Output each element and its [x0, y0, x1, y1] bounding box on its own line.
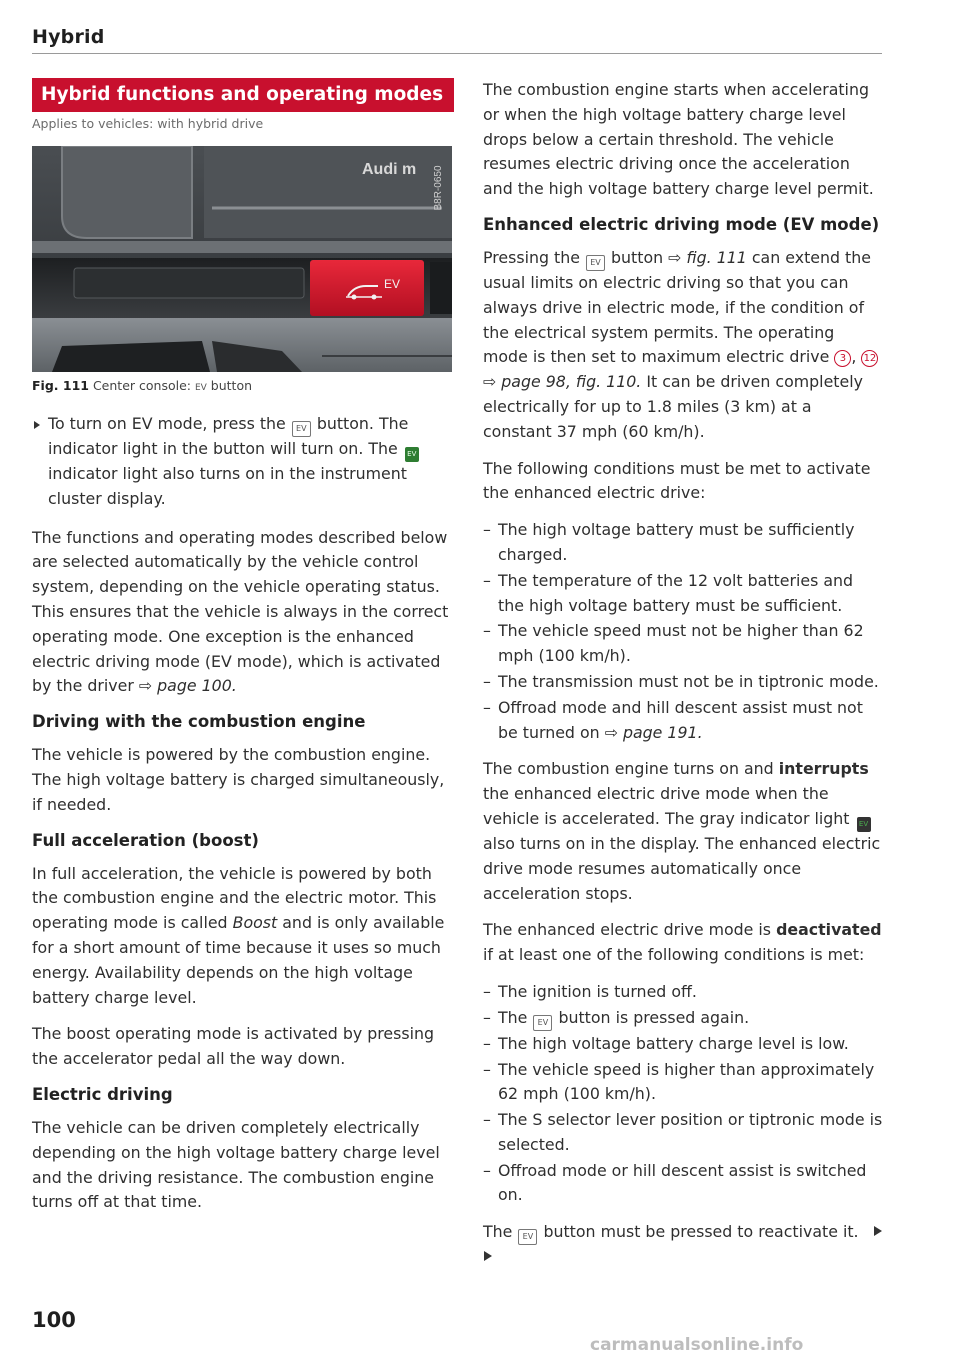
- ev-button-icon: EV: [586, 255, 605, 271]
- list-item: – The vehicle speed must not be higher than 62 mph (100 km/h).: [483, 619, 883, 669]
- paragraph-ev-mode: Pressing the EV button ⇨ fig. 111 can extend the usual limits on electric driving so that you can always drive in electric mode, if the condition of the electrical system permits. The operating mode is then set to maximum electric drive 3 , 12 ⇨ page 98, fig. 110. It can be driven completely electrically for up to 1.8 miles (3 km) at a constant 37 mph (60 km/h).: [483, 246, 883, 445]
- section-title-banner: Hybrid functions and operating modes: [32, 78, 454, 112]
- figure-code: B8R-0650: [433, 165, 444, 211]
- continue-arrow-icon: [484, 1251, 492, 1261]
- list-item: – The high voltage battery charge level is low.: [483, 1032, 883, 1057]
- ev-indicator-gray-icon: EV: [857, 817, 871, 832]
- caption-text: Center console:: [92, 378, 191, 393]
- list-item: – The EV button is pressed again.: [483, 1006, 883, 1031]
- list-item: – Offroad mode and hill descent assist must not be turned on ⇨ page 191.: [483, 696, 883, 746]
- paragraph-deactivated: The enhanced electric drive mode is deactivated if at least one of the following conditions is met:: [483, 920, 882, 965]
- list-item: – The high voltage battery must be sufficiently charged.: [483, 518, 883, 568]
- ev-label: EV: [384, 277, 401, 291]
- paragraph-conditions: The following conditions must be met to activate the enhanced electric drive:: [483, 458, 871, 503]
- ev-button-icon: EV: [533, 1015, 552, 1031]
- page-reference-link[interactable]: ⇨ page 191.: [604, 722, 703, 742]
- center-console-figure: [32, 146, 452, 372]
- caption-after: button: [210, 378, 253, 393]
- right-column: [483, 78, 883, 1282]
- list-item: – The ignition is turned off.: [483, 980, 883, 1005]
- step-arrow-icon: [34, 421, 40, 429]
- callout-3: 3: [834, 350, 851, 367]
- ev-button-icon: EV: [194, 383, 207, 393]
- paragraph-reactivate: The EV button must be pressed to reactivate it.: [483, 1220, 883, 1270]
- applies-to-note: Applies to vehicles: with hybrid drive: [32, 116, 264, 131]
- conditions-list: [483, 518, 883, 745]
- figure-number: Fig. 111: [32, 378, 89, 393]
- paragraph-combustion-start: The combustion engine starts when accelerating or when the high voltage battery charge level drops below a certain threshold. The vehicle resumes electric driving once the acceleration and the high voltage battery charge level permit.: [483, 80, 874, 199]
- section-header: Hybrid: [32, 26, 105, 48]
- header-divider: [32, 53, 882, 54]
- paragraph-operating-modes: The functions and operating modes described below are selected automatically by the vehicle control system, depending on the vehicle operating status. This ensures that the vehicle is always in the correct operating mode. One exception is the enhanced electric driving mode (EV mode), which is activated by the driver ⇨ page 100.: [32, 527, 449, 696]
- figure-caption: [32, 378, 454, 396]
- paragraph-boost-activation: The boost operating mode is activated by pressing the accelerator pedal all the way down.: [32, 1024, 435, 1069]
- list-item: – The temperature of the 12 volt batteries and the high voltage battery must be sufficient.: [483, 569, 883, 619]
- brand-text: Audi m: [362, 161, 417, 178]
- paragraph-electric: The vehicle can be driven completely electrically depending on the high voltage battery charge level and the driving resistance. The combustion engine turns off at that time.: [32, 1117, 440, 1212]
- deactivation-list: [483, 980, 883, 1208]
- list-item: – Offroad mode or hill descent assist is switched on.: [483, 1159, 883, 1209]
- page-number: 100: [32, 1308, 76, 1332]
- heading-ev-mode: Enhanced electric driving mode (EV mode): [483, 214, 880, 234]
- paragraph-boost: In full acceleration, the vehicle is powered by both the combustion engine and the electric motor. This operating mode is called Boost and is only available for a short amount of time because it uses so much energy. Availability depends on the high voltage battery charge level.: [32, 863, 445, 1007]
- heading-combustion: Driving with the combustion engine: [32, 712, 366, 732]
- paragraph-interrupts: The combustion engine turns on and interrupts the enhanced electric drive mode when the vehicle is accelerated. The gray indicator light EV also turns on in the display. The enhanced electric drive mode resumes automatically once acceleration stops.: [483, 759, 881, 903]
- list-item: – The transmission must not be in tiptronic mode.: [483, 670, 883, 695]
- left-column: [32, 78, 454, 1227]
- watermark: carmanualsonline.info: [590, 1335, 804, 1355]
- ev-button-icon: EV: [292, 421, 311, 437]
- heading-boost: Full acceleration (boost): [32, 830, 259, 850]
- ev-indicator-icon: EV: [405, 447, 419, 462]
- list-item: – The S selector lever position or tiptronic mode is selected.: [483, 1108, 883, 1158]
- page-reference-link[interactable]: ⇨ page 100.: [138, 676, 237, 696]
- paragraph-combustion: The vehicle is powered by the combustion engine. The high voltage battery is charged simultaneously, if needed.: [32, 745, 445, 814]
- ev-button-icon: EV: [518, 1229, 537, 1245]
- list-item: – The vehicle speed is higher than approximately 62 mph (100 km/h).: [483, 1058, 883, 1108]
- callout-12: 12: [861, 350, 878, 367]
- center-console-photo: [32, 146, 452, 372]
- continue-arrow-icon: [874, 1226, 882, 1236]
- figure-reference-link[interactable]: ⇨ fig. 111: [668, 247, 747, 267]
- heading-electric: Electric driving: [32, 1084, 173, 1104]
- page-reference-link[interactable]: ⇨ page 98, fig. 110.: [483, 372, 642, 392]
- instruction-step: To turn on EV mode, press the EV button. The indicator light in the button will turn on. The EV indicator light also turns on in the instrument cluster display.: [32, 412, 454, 512]
